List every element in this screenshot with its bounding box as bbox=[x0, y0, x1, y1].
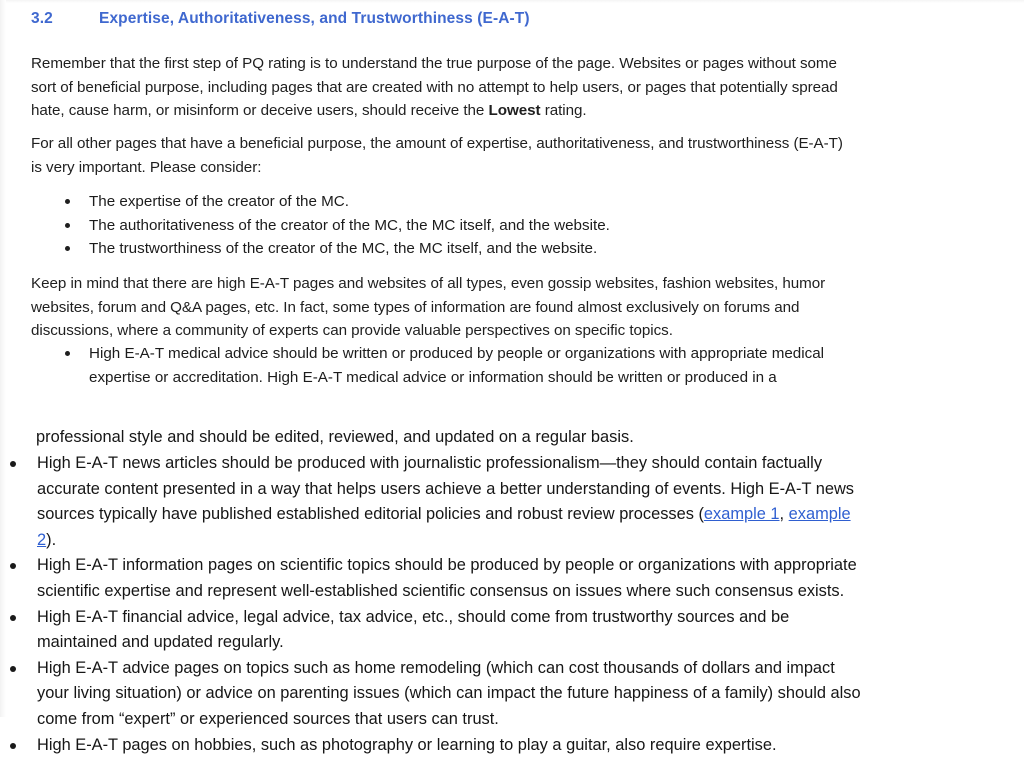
bullet-dot-icon bbox=[10, 666, 16, 672]
news-articles-tail-post: ). bbox=[46, 530, 57, 549]
news-articles-tail-mid: , bbox=[779, 505, 789, 524]
bullet-dot-icon bbox=[10, 563, 16, 569]
news-articles-line-2: accurate content presented in a way that helps users achieve a better understanding of events. High E-A-T news bbox=[37, 479, 854, 498]
list-item-label: The trustworthiness of the creator of the MC, the MC itself, and the website. bbox=[89, 240, 598, 257]
news-articles-line-3 bbox=[37, 502, 998, 528]
section-title: Expertise, Authoritativeness, and Trustworthiness (E-A-T) bbox=[99, 10, 530, 27]
example-2-link-part-1[interactable]: example bbox=[788, 505, 851, 524]
example-1-link[interactable]: example 1 bbox=[703, 505, 780, 524]
example-2-link-part-2[interactable]: 2 bbox=[37, 530, 47, 549]
paragraph-purpose-line-3-pre: hate, cause harm, or misinform or deceive users, should receive the bbox=[31, 102, 489, 119]
list-item-hobbies bbox=[0, 733, 1024, 758]
paragraph-keep-in-mind-line-2: websites, forum and Q&A pages, etc. In fact, some types of information are found almost exclusively on forums and bbox=[31, 298, 800, 316]
hobbies-line-1: High E-A-T pages on hobbies, such as photography or learning to play a guitar, also require expertise. bbox=[37, 735, 777, 754]
bullet-dot-icon bbox=[10, 615, 16, 621]
bullet-dot-icon bbox=[65, 246, 70, 251]
paragraph-keep-in-mind-line-1: Keep in mind that there are high E-A-T pages and websites of all types, even gossip websites, fashion websites, humor bbox=[31, 275, 826, 292]
list-item-advice-pages bbox=[0, 656, 1024, 733]
bullet-dot-icon bbox=[10, 743, 16, 749]
list-item-label: The authoritativeness of the creator of the MC, the MC itself, and the website. bbox=[89, 216, 610, 234]
paragraph-purpose-line-3-post: rating. bbox=[540, 102, 587, 119]
scientific-topics-line-2: scientific expertise and represent well-established scientific consensus on issues where such consensus exists. bbox=[37, 581, 845, 600]
scientific-topics-line-1: High E-A-T information pages on scientific topics should be produced by people or organizations with appropriate bbox=[37, 556, 857, 575]
paragraph-beneficial-purpose bbox=[31, 132, 963, 179]
medical-advice-list-item bbox=[31, 342, 931, 389]
financial-legal-tax-line-2: maintained and updated regularly. bbox=[37, 633, 284, 652]
list-item-scientific-topics bbox=[0, 553, 1024, 604]
advice-pages-line-1: High E-A-T advice pages on topics such as home remodeling (which can cost thousands of dollars and impact bbox=[37, 658, 835, 677]
bullet-dot-icon bbox=[10, 461, 16, 467]
list-item-financial-legal-tax bbox=[0, 605, 1024, 656]
paragraph-keep-in-mind bbox=[31, 272, 963, 343]
medical-advice-text bbox=[31, 342, 931, 389]
list-item bbox=[31, 214, 963, 238]
section-number: 3.2 bbox=[31, 10, 53, 27]
news-articles-tail-pre: sources typically have published established editorial policies and robust review processes ( bbox=[37, 505, 704, 524]
medical-advice-line-1: High E-A-T medical advice should be written or produced by people or organizations with appropriate medical bbox=[89, 345, 825, 362]
news-articles-line-4 bbox=[37, 528, 998, 554]
eat-examples-list bbox=[0, 451, 1024, 758]
paragraph-purpose-line-1: Remember that the first step of PQ rating is to understand the true purpose of the page. Websites or pages without some bbox=[31, 55, 837, 72]
advice-pages-line-2: your living situation) or advice on parenting issues (which can impact the future happiness of a family) should also bbox=[37, 684, 861, 703]
news-articles-line-1: High E-A-T news articles should be produced with journalistic professionalism—they should contain factually bbox=[37, 454, 823, 472]
medical-advice-line-2: expertise or accreditation. High E-A-T medical advice or information should be written or produced in a bbox=[89, 368, 777, 386]
list-item bbox=[31, 237, 963, 261]
bullet-dot-icon bbox=[65, 223, 70, 228]
list-item-news-articles bbox=[0, 451, 1024, 553]
section-heading bbox=[31, 10, 530, 28]
paragraph-purpose bbox=[31, 52, 963, 123]
bullet-dot-icon bbox=[65, 199, 70, 204]
list-item bbox=[31, 190, 963, 214]
lowest-rating-emphasis: Lowest bbox=[488, 102, 541, 119]
eat-consideration-list bbox=[31, 190, 963, 261]
list-item-label: The expertise of the creator of the MC. bbox=[89, 193, 349, 210]
financial-legal-tax-line-1: High E-A-T financial advice, legal advice, tax advice, etc., should come from trustworthy sources and be bbox=[37, 607, 790, 626]
paragraph-beneficial-line-2: is very important. Please consider: bbox=[31, 158, 262, 176]
paragraph-purpose-line-2: sort of beneficial purpose, including pages that are created with no attempt to help users, or pages that potentially spread bbox=[31, 78, 838, 96]
paragraph-keep-in-mind-line-3: discussions, where a community of experts can provide valuable perspectives on specific topics. bbox=[31, 322, 673, 339]
paragraph-beneficial-line-1: For all other pages that have a beneficial purpose, the amount of expertise, authoritativeness, and trustworthiness (E-A-T) bbox=[31, 135, 843, 152]
advice-pages-line-3: come from “expert” or experienced sources that users can trust. bbox=[37, 709, 499, 728]
paragraph-purpose-line-3 bbox=[31, 102, 587, 119]
continuation-line: professional style and should be edited, reviewed, and updated on a regular basis. bbox=[36, 428, 634, 446]
